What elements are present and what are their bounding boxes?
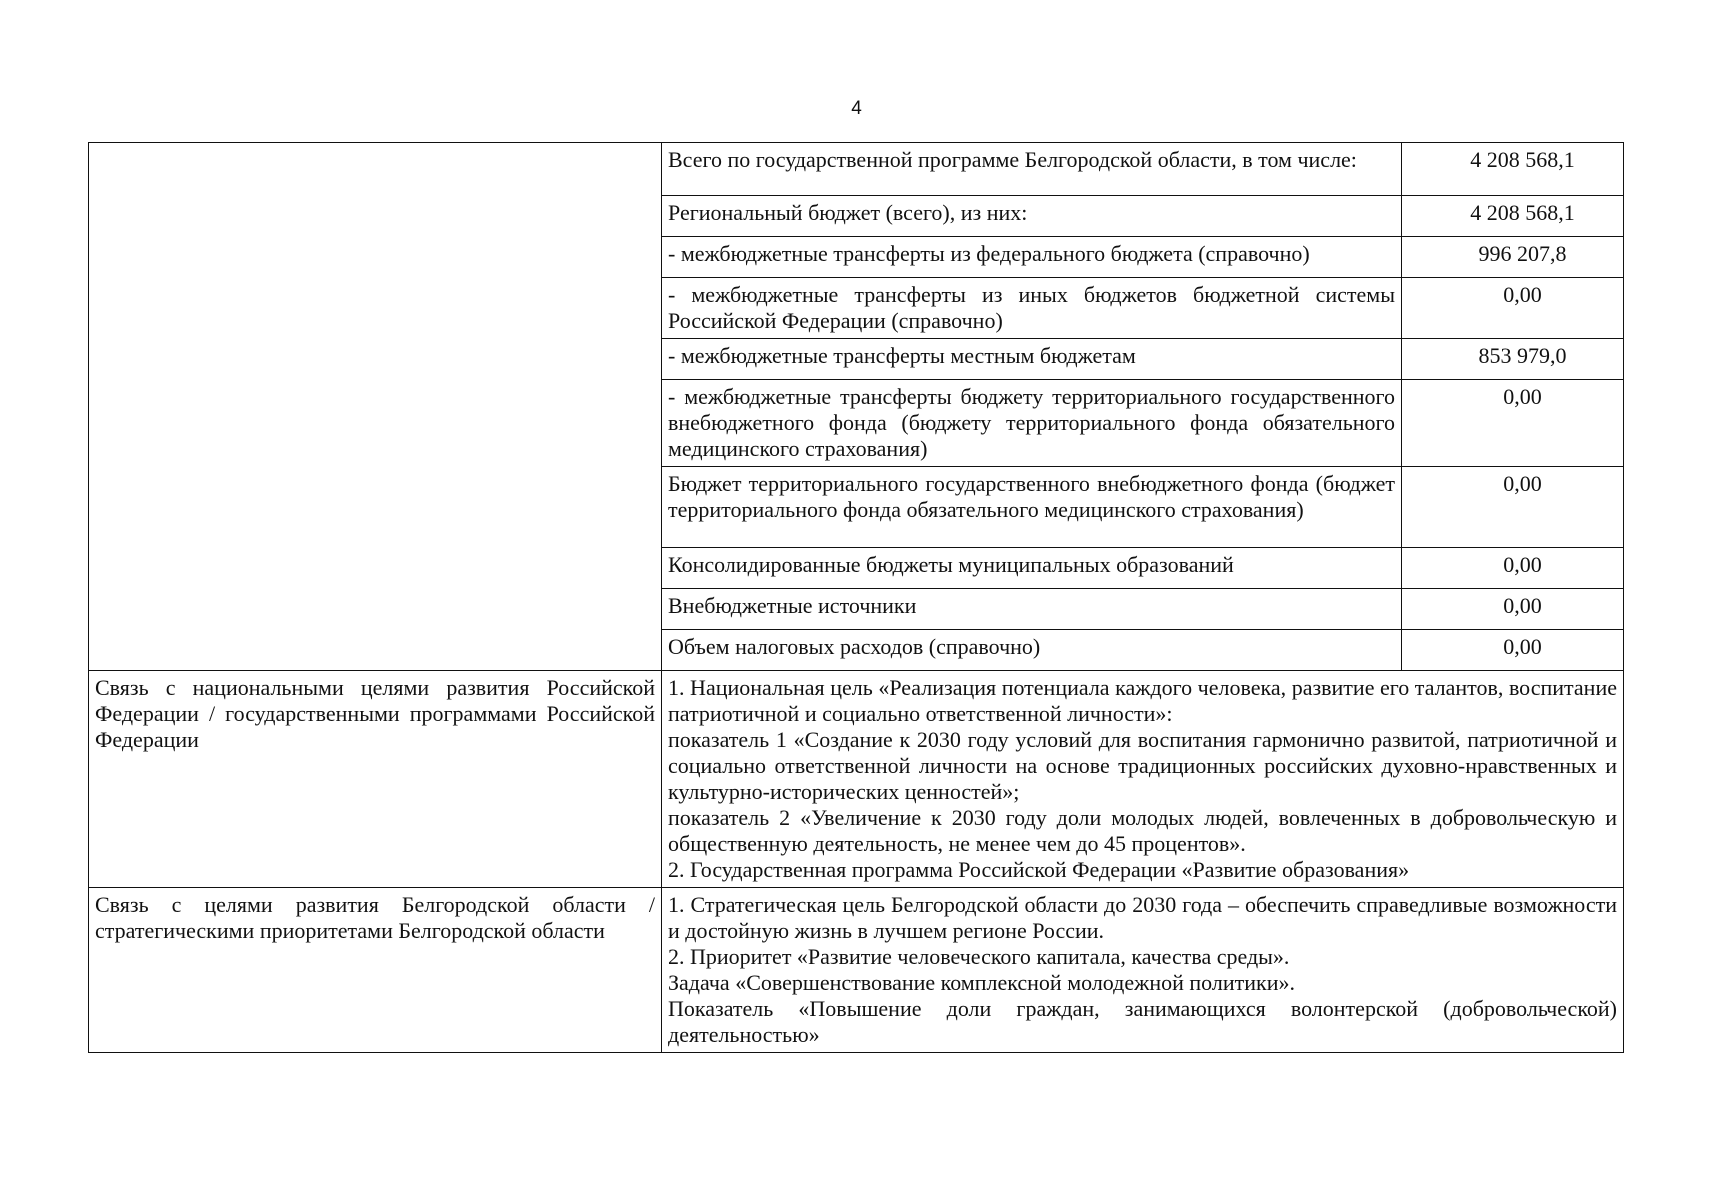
finance-label: Бюджет территориального государственного внебюджетного фонда (бюджет территориального фонда обязательного медицинского страхования)	[662, 467, 1402, 548]
finance-value: 0,00	[1402, 589, 1624, 630]
table-row	[89, 143, 1624, 196]
national-goal-line: показатель 1 «Создание к 2030 году условий для воспитания гармонично развитой, патриотичной и социально ответственной личности на основе традиционных российских духовно-нравственных и культурно-исторических ценностей»;	[668, 727, 1617, 804]
finance-label: - межбюджетные трансферты местным бюджетам	[662, 339, 1402, 380]
finance-label: - межбюджетные трансферты из федерального бюджета (справочно)	[662, 237, 1402, 278]
regional-goal-line: Показатель «Повышение доли граждан, занимающихся волонтерской (добровольческой) деятельностью»	[668, 996, 1617, 1047]
finance-value: 0,00	[1402, 548, 1624, 589]
table-row	[89, 888, 1624, 1053]
finance-label: Всего по государственной программе Белгородской области, в том числе:	[662, 143, 1402, 196]
national-goals-content	[662, 671, 1624, 888]
finance-value: 0,00	[1402, 630, 1624, 671]
table-row	[89, 671, 1624, 888]
national-goal-line: показатель 2 «Увеличение к 2030 году доли молодых людей, вовлеченных в добровольческую и общественную деятельность, не менее чем до 45 процентов».	[668, 805, 1617, 856]
regional-goals-label: Связь с целями развития Белгородской области / стратегическими приоритетами Белгородской области	[89, 888, 662, 1053]
finance-label: Объем налоговых расходов (справочно)	[662, 630, 1402, 671]
regional-goal-line: 2. Приоритет «Развитие человеческого капитала, качества среды».	[668, 944, 1290, 969]
finance-value: 853 979,0	[1402, 339, 1624, 380]
finance-label: Внебюджетные источники	[662, 589, 1402, 630]
finance-value: 996 207,8	[1402, 237, 1624, 278]
finance-label: - межбюджетные трансферты бюджету территориального государственного внебюджетного фонда (бюджету территориального фонда обязательного медицинского страхования)	[662, 380, 1402, 467]
finance-label: Региональный бюджет (всего), из них:	[662, 196, 1402, 237]
regional-goals-content	[662, 888, 1624, 1053]
national-goal-line: 1. Национальная цель «Реализация потенциала каждого человека, развитие его талантов, воспитание патриотичной и социально ответственной личности»:	[668, 675, 1617, 726]
finance-value: 4 208 568,1	[1402, 143, 1624, 196]
regional-goal-line: 1. Стратегическая цель Белгородской области до 2030 года – обеспечить справедливые возможности и достойную жизнь в лучшем регионе России.	[668, 892, 1617, 943]
regional-goal-line: Задача «Совершенствование комплексной молодежной политики».	[668, 970, 1295, 995]
page-number: 4	[851, 98, 862, 119]
finance-value: 0,00	[1402, 278, 1624, 339]
finance-value: 0,00	[1402, 380, 1624, 467]
empty-left-cell	[89, 143, 662, 671]
national-goal-line: 2. Государственная программа Российской Федерации «Развитие образования»	[668, 857, 1410, 882]
finance-value: 0,00	[1402, 467, 1624, 548]
finance-label: - межбюджетные трансферты из иных бюджетов бюджетной системы Российской Федерации (справочно)	[662, 278, 1402, 339]
finance-label: Консолидированные бюджеты муниципальных образований	[662, 548, 1402, 589]
program-passport-table	[88, 142, 1624, 1053]
national-goals-label: Связь с национальными целями развития Российской Федерации / государственными программами Российской Федерации	[89, 671, 662, 888]
finance-value: 4 208 568,1	[1402, 196, 1624, 237]
